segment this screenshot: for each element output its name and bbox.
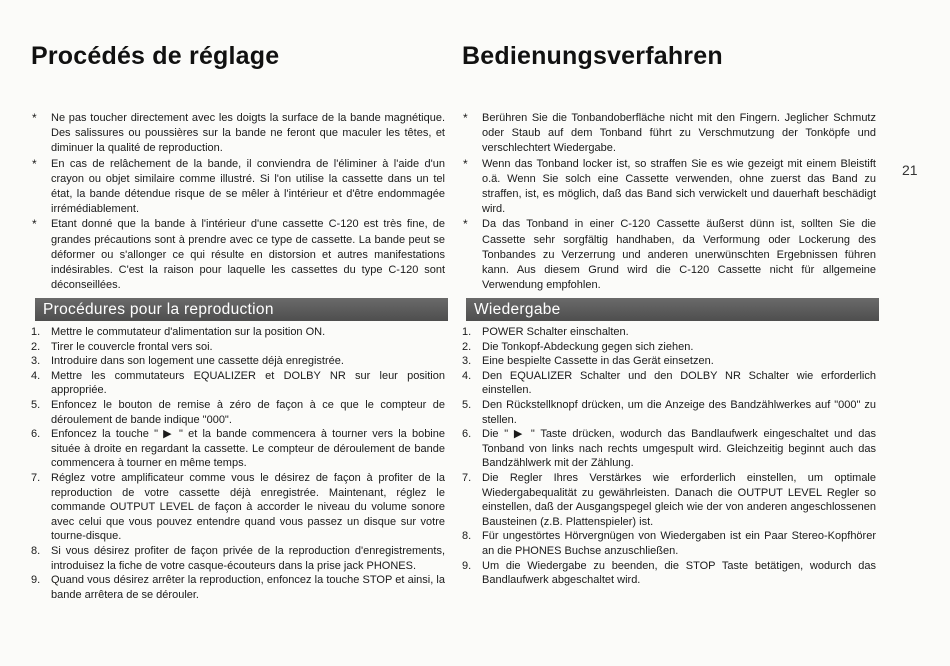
list-item: 7. Réglez votre amplificateur comme vous le désirez de façon à profiter de la reproduction de votre cassette déjà enregistrée. Maintenant, réglez le commande OUTPUT LEVEL de façon à accorder le niveau du volume sonore avec celui que vous pouvez entendre quand vous passez un disque sur votre tourne-disque. <box>31 471 445 543</box>
list-item: * Wenn das Tonband locker ist, so straffen Sie es wie gezeigt mit einem Bleistift o.ä. Wenn Sie solch eine Cassette verwenden, ohne zuerst das Band zu straffen, ist, es möglich, daß das Band sich verwickelt und dauerhaft beschädigt wird. <box>463 156 876 216</box>
asterisk-icon: * <box>463 217 468 232</box>
list-item: 8. Si vous désirez profiter de façon privée de la reproduction d'enregistrements, introduisez la fiche de votre casque-écouteurs dans la prise jack PHONES. <box>31 544 445 572</box>
list-item: * En cas de relâchement de la bande, il conviendra de l'éliminer à l'aide d'un crayon ou objet similaire comme illustré. Si l'on utilise la cassette dans un tel état, la bande détendue risque de se mêler à l'intérieur et d'être endommagée irrémédiablement. <box>32 156 445 216</box>
list-item: * Berühren Sie die Tonbandoberfläche nicht mit den Fingern. Jeglicher Schmutz oder Staub auf dem Tonband führt zu Verschmutzung der Tonköpfe und verschlechtert Wiedergabe. <box>463 111 876 155</box>
list-item: 3. Eine bespielte Cassette in das Gerät einsetzen. <box>462 355 714 368</box>
list-item: 1. Mettre le commutateur d'alimentation sur la position ON. <box>31 326 326 338</box>
list-item: 2. Die Tonkopf-Abdeckung gegen sich ziehen. <box>462 340 694 353</box>
french-steps-list <box>31 325 445 602</box>
german-steps-list <box>462 325 876 588</box>
german-section-banner: Wiedergabe <box>466 298 879 321</box>
list-item: 4. Den EQUALIZER Schalter und den DOLBY NR Schalter wie erforderlich einstellen. <box>462 369 876 397</box>
asterisk-icon: * <box>463 156 468 171</box>
french-section-banner: Procédures pour la reproduction <box>35 298 448 321</box>
list-item: 3. Introduire dans son logement une cassette déjà enregistrée. <box>31 355 344 368</box>
list-item: * Ne pas toucher directement avec les doigts la surface de la bande magnétique. Des salissures ou poussières sur la bande ne feront que maculer les têtes, et diminuer la qualité de reproduction. <box>32 111 445 155</box>
list-item: 6. Die " ▶ " Taste drücken, wodurch das Bandlaufwerk eingeschaltet und das Tonband von links nach rechts umgespult wird. Gleichzeitig beginnt auch das Bandzählwerk mit der Zählung. <box>462 428 876 470</box>
list-item: 1. POWER Schalter einschalten. <box>462 326 629 338</box>
asterisk-icon: * <box>32 217 37 232</box>
list-item: 5. Enfoncez le bouton de remise à zéro de façon à ce que le compteur de déroulement de bande indique "000". <box>31 398 445 426</box>
list-item: * Da das Tonband in einer C-120 Cassette äußerst dünn ist, sollten Sie die Cassette sehr sorgfältig handhaben, da Verformung oder Lockerung des Tonbandes zu Verzerrung und anderen unerwünschten Ergebnissen führen kann. Aus diesem Grund wird die C-120 Cassette nicht für allgemeine Verwendung empfohlen. <box>463 217 876 292</box>
list-item: 4. Mettre les commutateurs EQUALIZER et DOLBY NR sur leur position appropriée. <box>31 369 445 397</box>
list-item: 2. Tirer le couvercle frontal vers soi. <box>31 340 213 353</box>
list-item: 7. Die Regler Ihres Verstärkes wie erforderlich einstellen, um optimale Wiedergabequalität zu gewährleisten. Danach die OUTPUT LEVEL Regler so einstellen, daß der Ausgangspegel gleich wie der von anderen angeschlossenen Bausteinen (z.B. Plattenspieler) ist. <box>462 471 876 528</box>
french-precautions-list <box>31 111 445 293</box>
list-item: 9. Quand vous désirez arrêter la reproduction, enfoncez la touche STOP et ainsi, la bande arrêtera de se dérouler. <box>31 574 445 601</box>
french-title: Procédés de réglage <box>31 42 280 70</box>
asterisk-icon: * <box>32 111 37 125</box>
german-precautions-list <box>462 111 876 293</box>
list-item: 5. Den Rückstellknopf drücken, um die Anzeige des Bandzählwerkes auf "000" zu stellen. <box>462 398 876 426</box>
list-item: 8. Für ungestörtes Hörvergnügen von Wiedergaben ist ein Paar Stereo-Kopfhörer an die PHONES Buchse anzuschließen. <box>462 530 876 557</box>
asterisk-icon: * <box>32 156 37 171</box>
asterisk-icon: * <box>463 111 468 125</box>
list-item: * Etant donné que la bande à l'intérieur d'une cassette C-120 est très fine, de grandes précautions sont à prendre avec ce type de cassette. La bande peut se déformer ou s'allonger ce qui résulte en distorsion et autres manifestations indésirables. C'est la raison pour laquelle les cassettes du type C-120 sont déconseillées. <box>32 217 445 292</box>
page-number: 21 <box>902 162 918 178</box>
list-item: 9. Um die Wiedergabe zu beenden, die STOP Taste betätigen, wodurch das Bandlaufwerk abgeschaltet wird. <box>462 559 876 587</box>
list-item: 6. Enfoncez la touche " ▶ " et la bande commencera à tourner vers la bobine située à droite en regardant la cassette. Le compteur de déroulement de bande commencera à tourner en même temps. <box>31 428 445 470</box>
german-title: Bedienungsverfahren <box>462 42 723 70</box>
